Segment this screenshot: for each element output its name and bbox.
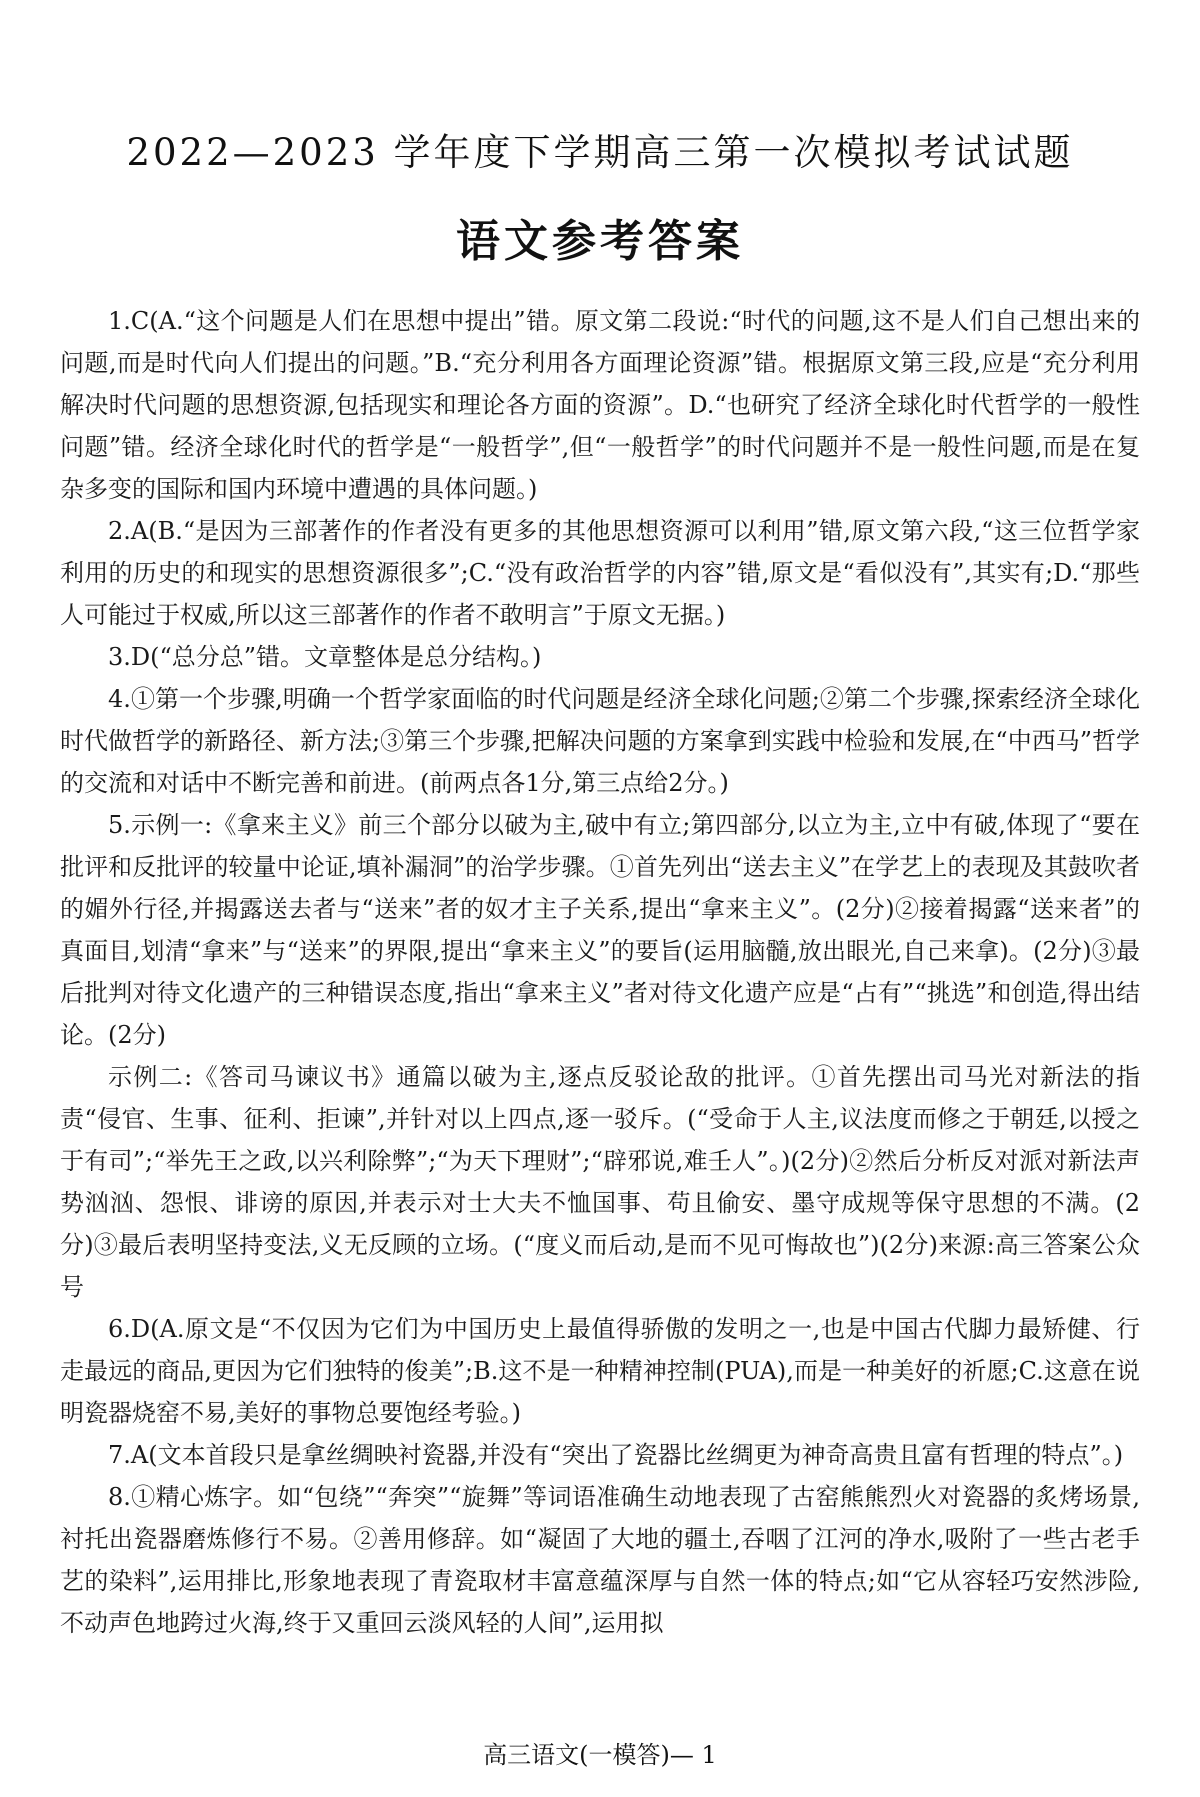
answer-5-example-2: 示例二:《答司马谏议书》通篇以破为主,逐点反驳论敌的批评。①首先摆出司马光对新法的指责“侵官、生事、征利、拒谏”,并针对以上四点,逐一驳斥。(“受命于人主,议法度而修之于朝廷,以授之于有司”;“举先王之政,以兴利除弊”;“为天下理财”;“辟邪说,难壬人”。)(2分)②然后分析反对派对新法声势汹汹、怨恨、诽谤的原因,并表示对士大夫不恤国事、苟且偷安、墨守成规等保守思想的不满。(2分)③最后表明坚持变法,义无反顾的立场。(“度义而后动,是而不见可悔故也”)(2分)来源:高三答案公众号 bbox=[60, 1063, 1140, 1301]
document-title: 语文参考答案 bbox=[456, 216, 744, 267]
answer-3: 3.D(“总分总”错。文章整体是总分结构。) bbox=[108, 643, 542, 671]
page-footer: 高三语文(一模答)— 1 bbox=[483, 1741, 717, 1769]
answer-1: 1.C(A.“这个问题是人们在思想中提出”错。原文第二段说:“时代的问题,这不是人们自己想出来的问题,而是时代向人们提出的问题。”B.“充分利用各方面理论资源”错。根据原文第三段,应是“充分利用解决时代问题的思想资源,包括现实和理论各方面的资源”。D.“也研究了经济全球化时代哲学的一般性问题”错。经济全球化时代的哲学是“一般哲学”,但“一般哲学”的时代问题并不是一般性问题,而是在复杂多变的国际和国内环境中遭遇的具体问题。) bbox=[60, 307, 1140, 503]
exam-title: 2022—2023 学年度下学期高三第一次模拟考试试题 bbox=[126, 131, 1074, 174]
answer-sheet-page bbox=[60, 0, 1140, 1797]
answer-8: 8.①精心炼字。如“包绕”“奔突”“旋舞”等词语准确生动地表现了古窑熊熊烈火对瓷器的炙烤场景,衬托出瓷器磨炼修行不易。②善用修辞。如“凝固了大地的疆土,吞咽了江河的净水,吸附了一些古老手艺的染料”,运用排比,形象地表现了青瓷取材丰富意蕴深厚与自然一体的特点;如“它从容轻巧安然涉险,不动声色地跨过火海,终于又重回云淡风轻的人间”,运用拟 bbox=[60, 1483, 1140, 1637]
answer-5-example-1: 5.示例一:《拿来主义》前三个部分以破为主,破中有立;第四部分,以立为主,立中有破,体现了“要在批评和反批评的较量中论证,填补漏洞”的治学步骤。①首先列出“送去主义”在学艺上的表现及其鼓吹者的媚外行径,并揭露送去者与“送来”者的奴才主子关系,提出“拿来主义”。(2分)②接着揭露“送来者”的真面目,划清“拿来”与“送来”的界限,提出“拿来主义”的要旨(运用脑髓,放出眼光,自己来拿)。(2分)③最后批判对待文化遗产的三种错误态度,指出“拿来主义”者对待文化遗产应是“占有”“挑选”和创造,得出结论。(2分) bbox=[60, 811, 1140, 1049]
answer-2: 2.A(B.“是因为三部著作的作者没有更多的其他思想资源可以利用”错,原文第六段,“这三位哲学家利用的历史的和现实的思想资源很多”;C.“没有政治哲学的内容”错,原文是“看似没有”,其实有;D.“那些人可能过于权威,所以这三部著作的作者不敢明言”于原文无据。) bbox=[60, 517, 1140, 629]
answer-4: 4.①第一个步骤,明确一个哲学家面临的时代问题是经济全球化问题;②第二个步骤,探索经济全球化时代做哲学的新路径、新方法;③第三个步骤,把解决问题的方案拿到实践中检验和发展,在“中西马”哲学的交流和对话中不断完善和前进。(前两点各1分,第三点给2分。) bbox=[60, 685, 1140, 797]
answer-7: 7.A(文本首段只是拿丝绸映衬瓷器,并没有“突出了瓷器比丝绸更为神奇高贵且富有哲理的特点”。) bbox=[108, 1441, 1124, 1469]
answer-body bbox=[60, 300, 1140, 1644]
answer-6: 6.D(A.原文是“不仅因为它们为中国历史上最值得骄傲的发明之一,也是中国古代脚力最矫健、行走最远的商品,更因为它们独特的俊美”;B.这不是一种精神控制(PUA),而是一种美好的祈愿;C.这意在说明瓷器烧窑不易,美好的事物总要饱经考验。) bbox=[60, 1315, 1140, 1427]
